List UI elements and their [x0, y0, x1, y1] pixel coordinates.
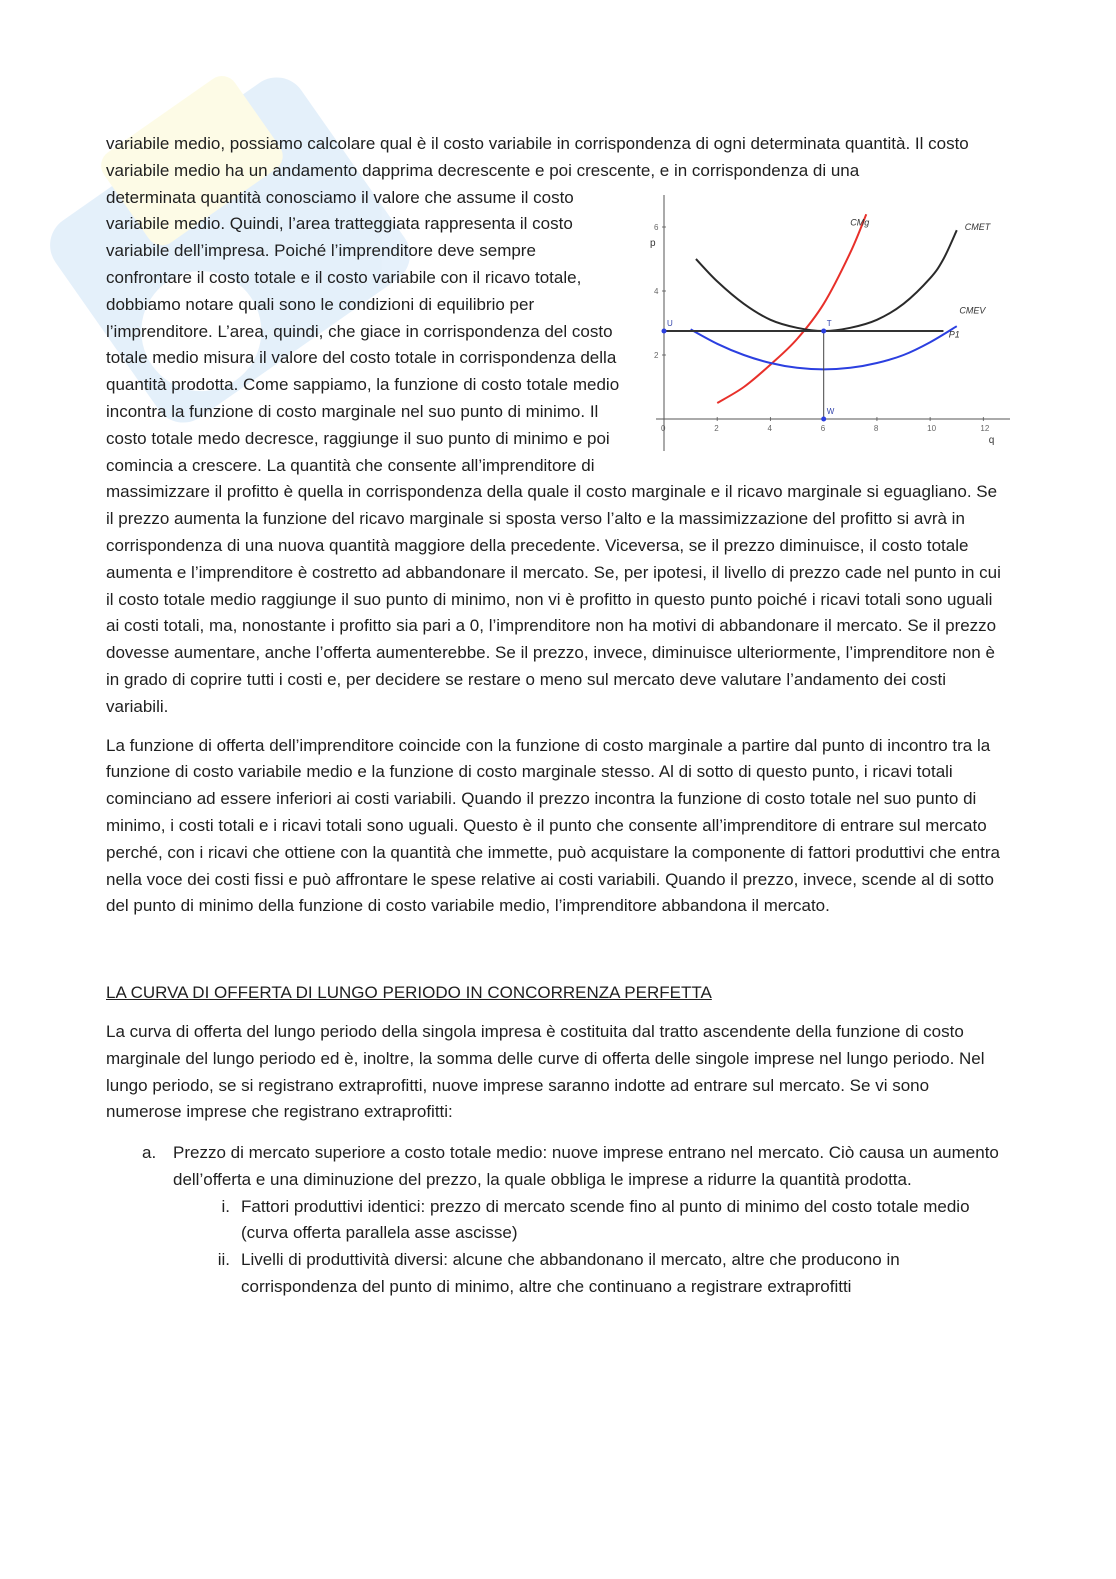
x-tick-label: 10	[927, 423, 937, 433]
x-tick-label: 12	[980, 423, 990, 433]
y-tick-label: 6	[654, 222, 659, 232]
paragraph-intro: variabile medio, possiamo calcolare qual è il costo variabile in corrispondenza di ogni determinata quantità. Il costo variabile medio ha un andamento dapprima decrescente e poi crescente, e in corrispondenza di una	[106, 134, 969, 180]
point-w	[821, 416, 826, 421]
x-tick-label: 0	[661, 423, 666, 433]
point-t	[821, 328, 826, 333]
section-heading: LA CURVA DI OFFERTA DI LUNGO PERIODO IN CONCORRENZA PERFETTA	[106, 983, 712, 1003]
sub-list-marker: i.	[221, 1196, 230, 1216]
text-body	[106, 131, 1006, 1301]
cost-curves-figure	[640, 189, 1012, 457]
paragraph-wrapped: determinata quantità conosciamo il valore che assume il costo variabile medio. Quindi, l’area tratteggiata rappresenta il costo variabile dell’impresa. Poiché l’imprenditore deve sempre confrontare il costo totale e il costo variabile con il ricavo totale, dobbiamo notare quali sono le condizioni di equilibrio per l’imprenditore. L’area, quindi, che giace in corrispondenza del costo totale medio misura il valore del costo totale in corrispondenza della quantità prodotta. Come sappiamo, la funzione di costo totale medio incontra la funzione di costo marginale nel suo punto di minimo. Il costo totale medo decresce, raggiunge il suo punto di minimo e poi comincia a crescere. La quantità che consente all’imprenditore di massimizzare il profitto è quella in corrispondenza della quale il costo marginale e il ricavo marginale si eguagliano. Se il prezzo aumenta la funzione del ricavo marginale si sposta verso l’alto e la massimizzazione del profitto si avrà in corrispondenza di una nuova quantità maggiore della precedente. Viceversa, se il prezzo diminuisce, il costo totale aumenta e l’imprenditore è costretto ad abbandonare il mercato. Se, per ipotesi, il livello di prezzo cade nel punto in cui il costo totale medio raggiunge il suo punto di minimo, non vi è profitto in questo punto poiché i ricavi totali sono uguali ai costi totali, ma, nonostante i profitto sia pari a 0, l’imprenditore non ha motivi di abbandonare il mercato. Se il prezzo dovesse aumentare, anche l’offerta aumenterebbe. Se il prezzo, invece, diminuisce ulteriormente, l’imprenditore non è in grado di coprire tutti i costi e, per decidere se restare o meno sul mercato deve valutare l’andamento dei costi variabili.	[106, 187, 1001, 716]
x-axis-label: q	[988, 434, 995, 446]
sub-list-item	[210, 1247, 1006, 1301]
sub-list-text: Fattori produttivi identici: prezzo di mercato scende fino al punto di minimo del costo totale medio (curva offerta parallela asse ascisse)	[241, 1196, 970, 1243]
list-item-a	[142, 1140, 1006, 1194]
y-axis-label: p	[650, 237, 656, 249]
y-tick-label: 2	[654, 350, 659, 360]
series-label-cmev: CMEV	[959, 304, 986, 315]
point-u	[662, 328, 667, 333]
sub-list-text: Livelli di produttività diversi: alcune che abbandonano il mercato, altre che producono in corrispondenza del punto di minimo, altre che continuano a registrare extraprofitti	[241, 1250, 900, 1297]
y-tick-label: 4	[654, 286, 659, 296]
x-tick-label: 6	[820, 423, 826, 433]
list-marker: a.	[142, 1143, 157, 1163]
x-tick-label: 4	[767, 423, 772, 433]
series-label-p1: P1	[948, 328, 960, 339]
paragraph-offer-function: La funzione di offerta dell’imprenditore coincide con la funzione di costo marginale a partire dal punto di incontro tra la funzione di costo variabile medio e la funzione di costo marginale stesso. Al di sotto di questo punto, i ricavi totali cominciano ad essere inferiori ai costi variabili. Quando il prezzo incontra la funzione di costo totale nel suo punto di minimo, i costi totali e i ricavi totali sono uguali. Questo è il punto che consente all’imprenditore di entrare sul mercato perché, con i ricavi che ottiene con la quantità che immette, può acquistare la componente di fattori produttivi che entra nella voce dei costi fissi e può affrontare le spese relative ai costi variabili. Quando il prezzo, invece, scende al di sotto del punto di minimo della funzione di costo variabile medio, l’imprenditore abbandona il mercato.	[106, 735, 1000, 916]
paragraph-long-run: La curva di offerta del lungo periodo della singola impresa è costituita dal tratto ascendente della funzione di costo marginale del lungo periodo ed è, inoltre, la somma delle curve di offerta delle singole imprese nel lungo periodo. Nel lungo periodo, se si registrano extraprofitti, nuove imprese saranno indotte ad entrare sul mercato. Se vi sono numerose imprese che registrano extraprofitti:	[106, 1021, 985, 1122]
cost-curves-chart	[640, 189, 1012, 457]
point-label-u: U	[667, 318, 673, 328]
x-tick-label: 8	[873, 423, 879, 433]
series-label-cmg: CMg	[850, 216, 870, 227]
sub-list-item	[210, 1194, 1006, 1248]
list-item-text: Prezzo di mercato superiore a costo totale medio: nuove imprese entrano nel mercato. Ciò causa un aumento dell’offerta e una diminuzione del prezzo, la quale obbliga le imprese a ridurre la quantità prodotta.	[173, 1143, 999, 1189]
series-label-cmet: CMET	[964, 221, 991, 232]
point-label-w: W	[826, 406, 835, 416]
sub-list	[210, 1194, 1006, 1301]
sub-list-marker: ii.	[217, 1250, 230, 1270]
x-tick-label: 2	[714, 423, 719, 433]
point-label-t: T	[826, 318, 832, 328]
